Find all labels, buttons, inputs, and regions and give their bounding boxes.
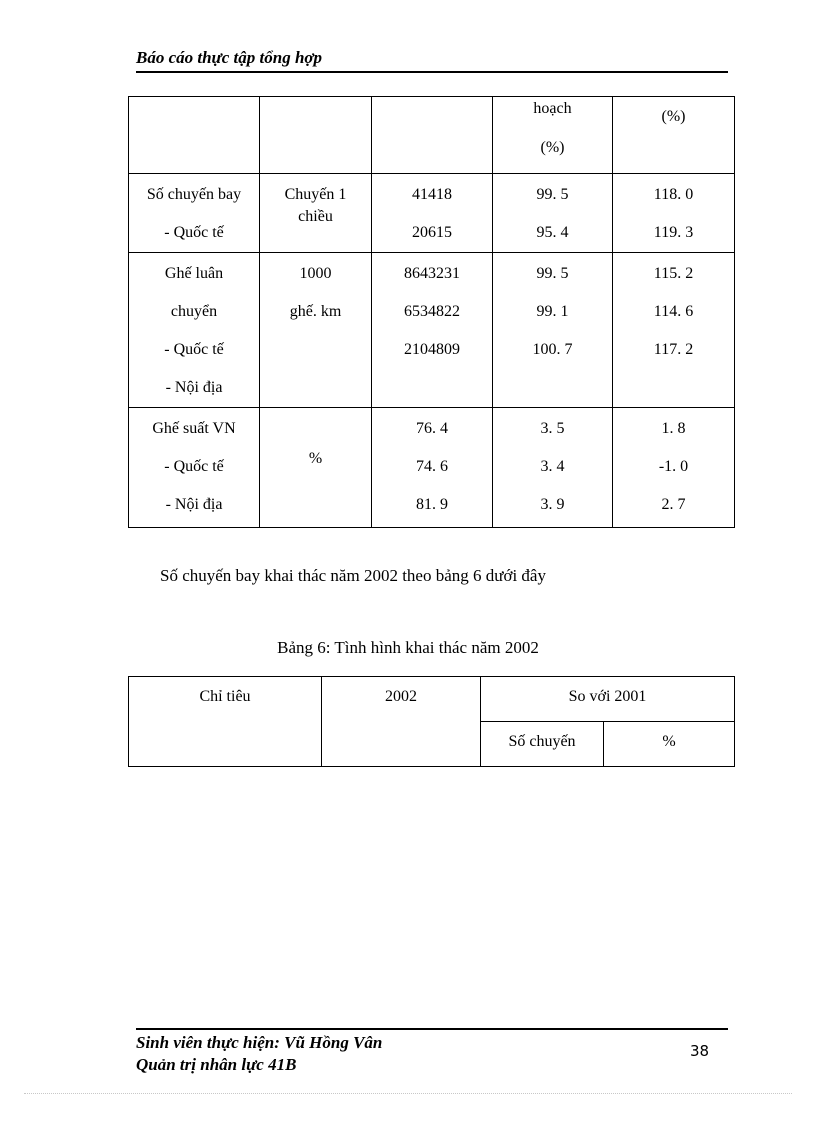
sub-flights-header: Số chuyến xyxy=(481,722,604,767)
growth-text: 115. 2 xyxy=(653,265,694,282)
indicator-text: Ghế suất VN xyxy=(152,420,236,437)
growth-text: 117. 2 xyxy=(653,341,694,358)
footer-author: Sinh viên thực hiện: Vũ Hồng Vân xyxy=(136,1033,383,1052)
unit-cell xyxy=(260,408,372,528)
page-bottom-border xyxy=(24,1093,792,1094)
plan-cell xyxy=(493,253,613,408)
value-text: 6534822 xyxy=(404,303,460,320)
indicator-cell xyxy=(129,253,260,408)
operations-table xyxy=(128,676,735,767)
table-header-row xyxy=(129,97,735,174)
value-text: 81. 9 xyxy=(416,496,448,513)
indicator-text: - Quốc tế xyxy=(164,224,224,241)
body-paragraph: Số chuyến bay khai thác năm 2002 theo bảng 6 dưới đây xyxy=(160,566,546,585)
header-cell-3 xyxy=(372,97,493,174)
indicator-cell xyxy=(129,408,260,528)
value-cell xyxy=(372,253,493,408)
plan-text: 3. 4 xyxy=(540,458,565,475)
growth-text: 119. 3 xyxy=(653,224,694,241)
value-cell xyxy=(372,408,493,528)
header-cell-1 xyxy=(129,97,260,174)
table-row xyxy=(129,408,735,528)
value-cell xyxy=(372,174,493,253)
growth-cell xyxy=(613,174,735,253)
indicator-text: - Nội địa xyxy=(165,496,223,513)
unit-text: ghế. km xyxy=(289,303,342,320)
plan-text: 95. 4 xyxy=(536,224,569,241)
indicator-text: chuyển xyxy=(170,303,218,320)
footer-class: Quản trị nhân lực 41B xyxy=(136,1055,297,1074)
table-row xyxy=(129,253,735,408)
value-text: 20615 xyxy=(412,224,452,241)
unit-text: % xyxy=(308,450,323,467)
sub-pct-header: % xyxy=(604,722,735,767)
value-text: 8643231 xyxy=(404,265,460,282)
table-caption: Bảng 6: Tình hình khai thác năm 2002 xyxy=(277,638,539,657)
growth-text: 114. 6 xyxy=(653,303,694,320)
table-header-row xyxy=(129,677,735,722)
header-text: (%) xyxy=(540,139,565,156)
growth-text: 1. 8 xyxy=(661,420,686,437)
indicator-text: Ghế luân xyxy=(164,265,224,282)
unit-text: chiều xyxy=(298,208,333,225)
col-indicator-header: Chỉ tiêu xyxy=(129,677,322,767)
growth-text: 118. 0 xyxy=(653,186,694,203)
page-header-title: Báo cáo thực tập tổng hợp xyxy=(136,48,323,67)
col-compare-header: So với 2001 xyxy=(481,677,735,722)
unit-cell xyxy=(260,174,372,253)
indicator-text: Số chuyến bay xyxy=(146,186,242,203)
value-text: 41418 xyxy=(412,186,452,203)
col-year-header: 2002 xyxy=(322,677,481,767)
growth-text: -1. 0 xyxy=(658,458,689,475)
unit-cell xyxy=(260,253,372,408)
unit-text: 1000 xyxy=(299,265,332,282)
unit-text: Chuyến 1 xyxy=(284,186,347,203)
indicator-text: - Quốc tế xyxy=(164,341,224,358)
header-text: hoạch xyxy=(533,100,572,117)
header-text: (%) xyxy=(661,108,686,125)
plan-text: 3. 9 xyxy=(540,496,565,513)
value-text: 74. 6 xyxy=(416,458,448,475)
plan-text: 100. 7 xyxy=(532,341,573,358)
header-cell-growth xyxy=(613,97,735,174)
header-rule xyxy=(136,71,728,73)
value-text: 2104809 xyxy=(404,341,460,358)
indicator-text: - Quốc tế xyxy=(164,458,224,475)
table-row xyxy=(129,174,735,253)
indicator-text: - Nội địa xyxy=(165,379,223,396)
statistics-table xyxy=(128,96,735,528)
footer-rule xyxy=(136,1028,728,1030)
plan-text: 99. 1 xyxy=(536,303,569,320)
growth-cell xyxy=(613,408,735,528)
plan-cell xyxy=(493,408,613,528)
plan-text: 99. 5 xyxy=(536,265,569,282)
header-cell-2 xyxy=(260,97,372,174)
growth-cell xyxy=(613,253,735,408)
growth-text: 2. 7 xyxy=(661,496,686,513)
page-number: 38 xyxy=(690,1042,710,1060)
indicator-cell xyxy=(129,174,260,253)
header-cell-plan xyxy=(493,97,613,174)
plan-text: 99. 5 xyxy=(536,186,569,203)
plan-cell xyxy=(493,174,613,253)
value-text: 76. 4 xyxy=(416,420,448,437)
plan-text: 3. 5 xyxy=(540,420,565,437)
